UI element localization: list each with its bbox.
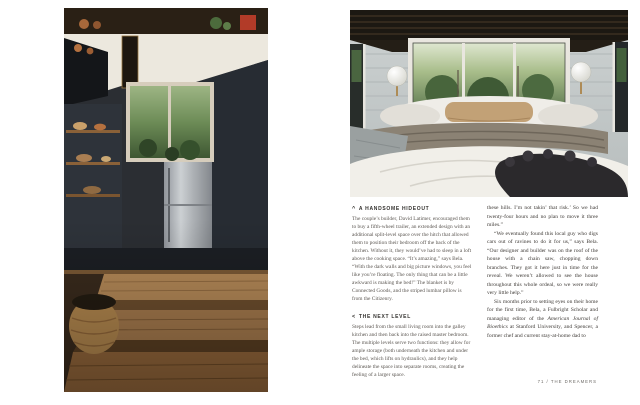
caption-1-heading	[352, 206, 473, 212]
page-folio: 71 / THE DREAMERS	[537, 379, 597, 384]
arrow-up-icon: ^	[352, 206, 356, 212]
caption-2-text: Steps lead from the small living room into the galley kitchen and then back into the raised master bedroom. The multiple levels serve two functions: they allow for ample storage (both underneath the kitchen and under the bed, which lifts on hydraulics), and they help delineate the space into separate rooms, creating the feeling of a larger space.	[352, 324, 471, 378]
kitchen-photo	[64, 8, 268, 392]
caption-2-title: THE NEXT LEVEL	[358, 314, 411, 320]
body-paragraph-2: “We eventually found this local guy who digs cars out of ravines to do it for us,” says Bela. “Our designer and builder was on the roof of the house with a chain saw, chopping down branches. They got it here just in time for the reveal. We weren’t allowed to see the house throughout this whole ordeal, so we were really very little help.”	[487, 230, 598, 296]
bedroom-photo-art	[350, 10, 628, 197]
caption-1-title: A HANDSOME HIDEOUT	[358, 206, 430, 212]
caption-column	[352, 206, 473, 390]
caption-1-text: The couple’s builder, David Latimer, encouraged them to buy a fifth-wheel trailer, an extended design with an additional split-level space over the hitch that allowed them to position their bedroom off the back of the kitchen. Without it, they would’ve had to sleep in a loft above the cooking space. “It’s amazing,” says Bela. “With the dark walls and big picture windows, you feel like you’re floating. The only thing that can be a little awkward is making the bed!” The blanket is by Connected Goods, and the striped lumbar pillow is from the Citizenry.	[352, 216, 472, 302]
bed	[350, 96, 628, 197]
body-paragraph-3-end: at Stanford University, and Spencer, a former chef and current stay-at-home dad to	[487, 324, 598, 339]
arrow-left-icon: <	[352, 314, 356, 320]
journal-title-italic: American Journal of Bioethics	[487, 315, 598, 330]
body-paragraph-3	[487, 298, 598, 341]
bedroom-photo	[350, 10, 628, 197]
body-paragraph-1: these hills. I’m not takin’ that risk.’ So we had twenty-four hours and no plan to move it three miles.”	[487, 205, 598, 228]
body-text-column	[487, 204, 598, 340]
kitchen-photo-art	[64, 8, 268, 392]
caption-2-heading	[352, 314, 473, 320]
body-paragraph-3-start: Six months prior to setting eyes on their home for the first time, Bela, a Fulbright Scholar and managing editor of the	[487, 298, 598, 322]
kitchen-vignette	[64, 8, 268, 392]
